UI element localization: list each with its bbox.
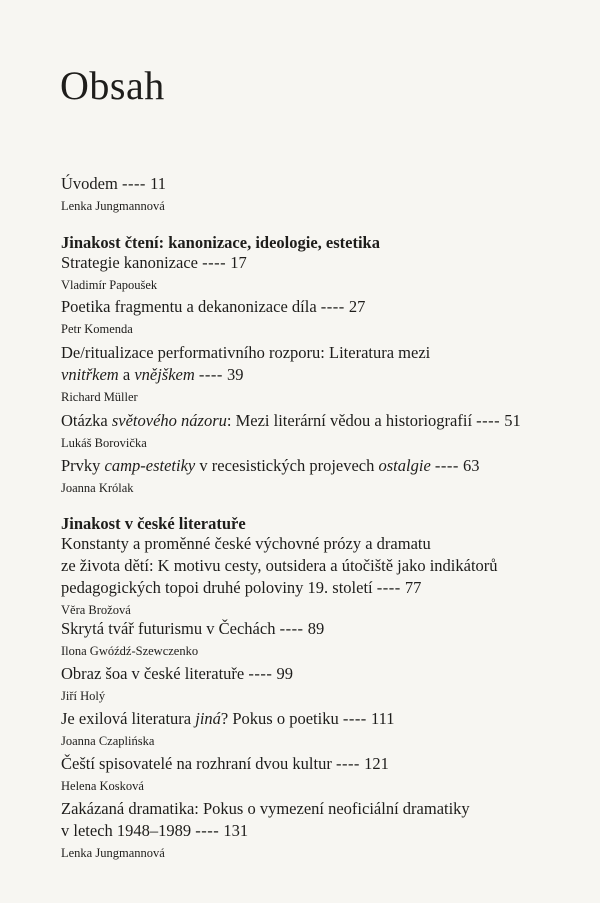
leader-dashes: ---- bbox=[202, 253, 227, 272]
toc-entry[interactable] bbox=[61, 533, 581, 619]
leader-dashes: ---- bbox=[476, 411, 501, 430]
page-number: 121 bbox=[364, 754, 389, 773]
entry-title: Úvodem bbox=[61, 174, 118, 193]
section-title: Jinakost čtení: kanonizace, ideologie, estetika bbox=[61, 233, 380, 252]
entry-author: Ilona Gwóźdź-Szewczenko bbox=[61, 644, 199, 658]
entry-author: Jiří Holý bbox=[61, 689, 106, 703]
entry-title-part: Otázka bbox=[61, 411, 112, 430]
section-heading bbox=[61, 513, 581, 535]
entry-title-line-3: pedagogických topoi druhé poloviny 19. století bbox=[61, 578, 373, 597]
entry-title-part: v recesistických projevech bbox=[195, 456, 379, 475]
entry-title-part: ? Pokus o poetiku bbox=[220, 709, 339, 728]
toc-entry[interactable] bbox=[61, 753, 581, 795]
toc-entry[interactable] bbox=[61, 663, 581, 705]
page-number: 27 bbox=[348, 297, 366, 316]
entry-title-italic: vnějškem bbox=[134, 365, 195, 384]
entry-author: Lenka Jungmannová bbox=[61, 199, 165, 213]
toc-entry[interactable] bbox=[61, 455, 581, 497]
section-title: Jinakost v české literatuře bbox=[61, 514, 246, 533]
entry-title: Skrytá tvář futurismu v Čechách bbox=[61, 619, 276, 638]
toc-entry[interactable] bbox=[61, 173, 581, 215]
entry-author: Helena Kosková bbox=[61, 779, 144, 793]
entry-title: Strategie kanonizace bbox=[61, 253, 198, 272]
leader-dashes: ---- bbox=[320, 297, 345, 316]
entry-title: Obraz šoa v české literatuře bbox=[61, 664, 245, 683]
entry-title-part: : Mezi literární vědou a historiografií bbox=[226, 411, 473, 430]
entry-title-line-1: Konstanty a proměnné české výchovné prózy a dramatu bbox=[61, 534, 431, 553]
entry-title-italic: světového názoru bbox=[111, 411, 227, 430]
toc-entry[interactable] bbox=[61, 618, 581, 660]
leader-dashes: ---- bbox=[342, 709, 367, 728]
leader-dashes: ---- bbox=[248, 664, 273, 683]
entry-title-line-2: v letech 1948–1989 bbox=[61, 821, 192, 840]
toc-entry[interactable] bbox=[61, 410, 581, 452]
leader-dashes: ---- bbox=[335, 754, 360, 773]
page-number: 131 bbox=[223, 821, 249, 840]
entry-title-italic: camp-estetiky bbox=[104, 456, 196, 475]
page-title: Obsah bbox=[60, 63, 165, 108]
entry-title-line-1: Zakázaná dramatika: Pokus o vymezení neoficiální dramatiky bbox=[61, 799, 470, 818]
toc-entry[interactable] bbox=[61, 708, 581, 750]
leader-dashes: ---- bbox=[376, 578, 401, 597]
entry-title-line-2: ze života dětí: K motivu cesty, outsidera a útočiště jako indikátorů bbox=[61, 556, 498, 575]
toc-entry[interactable] bbox=[61, 296, 581, 338]
leader-dashes: ---- bbox=[279, 619, 304, 638]
entry-title-part: Prvky bbox=[61, 456, 105, 475]
entry-author: Lenka Jungmannová bbox=[61, 846, 165, 860]
entry-title: Čeští spisovatelé na rozhraní dvou kultur bbox=[61, 754, 332, 773]
entry-author: Joanna Czaplińska bbox=[61, 734, 155, 748]
page-number: 111 bbox=[370, 709, 395, 728]
entry-author: Vladimír Papoušek bbox=[61, 278, 158, 292]
toc-entry[interactable] bbox=[61, 798, 581, 862]
entry-title-italic: ostalgie bbox=[378, 456, 431, 475]
entry-title-part: Je exilová literatura bbox=[61, 709, 196, 728]
leader-dashes: ---- bbox=[434, 456, 459, 475]
page-number: 89 bbox=[307, 619, 325, 638]
toc-entry[interactable] bbox=[61, 342, 581, 406]
page-number: 63 bbox=[463, 456, 480, 475]
entry-author: Richard Müller bbox=[61, 390, 138, 404]
page-number: 51 bbox=[504, 411, 521, 430]
toc-entry[interactable] bbox=[61, 252, 581, 294]
entry-title-part: a bbox=[118, 365, 135, 384]
entry-title-line-1: De/ritualizace performativního rozporu: Literatura mezi bbox=[61, 343, 431, 362]
page-number: 17 bbox=[230, 253, 247, 272]
entry-title-italic: jiná bbox=[195, 709, 221, 728]
entry-author: Věra Brožová bbox=[61, 603, 131, 617]
leader-dashes: ---- bbox=[121, 174, 146, 193]
entry-author: Joanna Królak bbox=[61, 481, 134, 495]
page-number: 99 bbox=[276, 664, 293, 683]
leader-dashes: ---- bbox=[198, 365, 223, 384]
page-number: 11 bbox=[150, 174, 166, 193]
page-number: 39 bbox=[227, 365, 244, 384]
entry-author: Lukáš Borovička bbox=[61, 436, 147, 450]
page-number: 77 bbox=[404, 578, 422, 597]
section-heading bbox=[61, 232, 581, 254]
entry-title: Poetika fragmentu a dekanonizace díla bbox=[61, 297, 317, 316]
entry-title-italic: vnitřkem bbox=[61, 365, 119, 384]
leader-dashes: ---- bbox=[195, 821, 220, 840]
entry-author: Petr Komenda bbox=[61, 322, 133, 336]
